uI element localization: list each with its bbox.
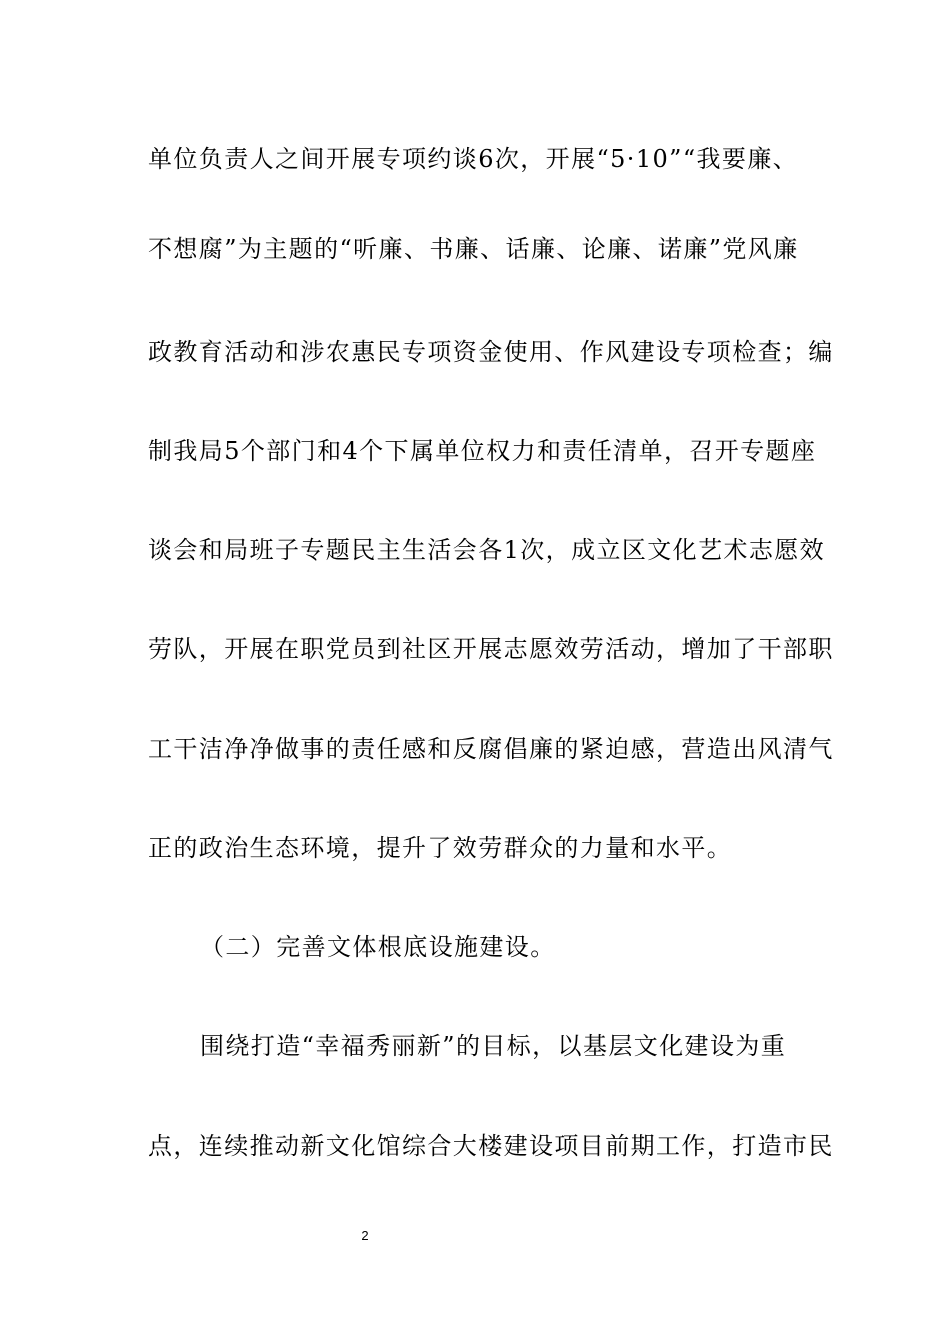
body-text-line: 单位负责人之间开展专项约谈6次，开展“5·10”“我要廉、 [148,145,799,173]
section-heading: （二）完善文体根底设施建设。 [200,933,556,961]
body-text-line: 点，连续推动新文化馆综合大楼建设项目前期工作，打造市民 [148,1132,834,1160]
body-text-line: 正的政治生态环境，提升了效劳群众的力量和水平。 [148,834,733,862]
body-text-line: 工干洁净净做事的责任感和反腐倡廉的紧迫感，营造出风清气 [148,735,834,763]
body-text-line: 围绕打造“幸福秀丽新”的目标，以基层文化建设为重 [200,1032,787,1060]
body-text-line: 劳队，开展在职党员到社区开展志愿效劳活动，增加了干部职 [148,635,834,663]
body-text-line: 政教育活动和涉农惠民专项资金使用、作风建设专项检查；编 [148,338,834,366]
body-text-line: 制我局5个部门和4个下属单位权力和责任清单，召开专题座 [148,437,817,465]
page-number: 2 [361,1228,369,1243]
body-text-line: 谈会和局班子专题民主生活会各1次，成立区文化艺术志愿效 [148,536,826,564]
body-text-line: 不想腐”为主题的“听廉、书廉、话廉、论廉、诺廉”党风廉 [148,235,799,263]
